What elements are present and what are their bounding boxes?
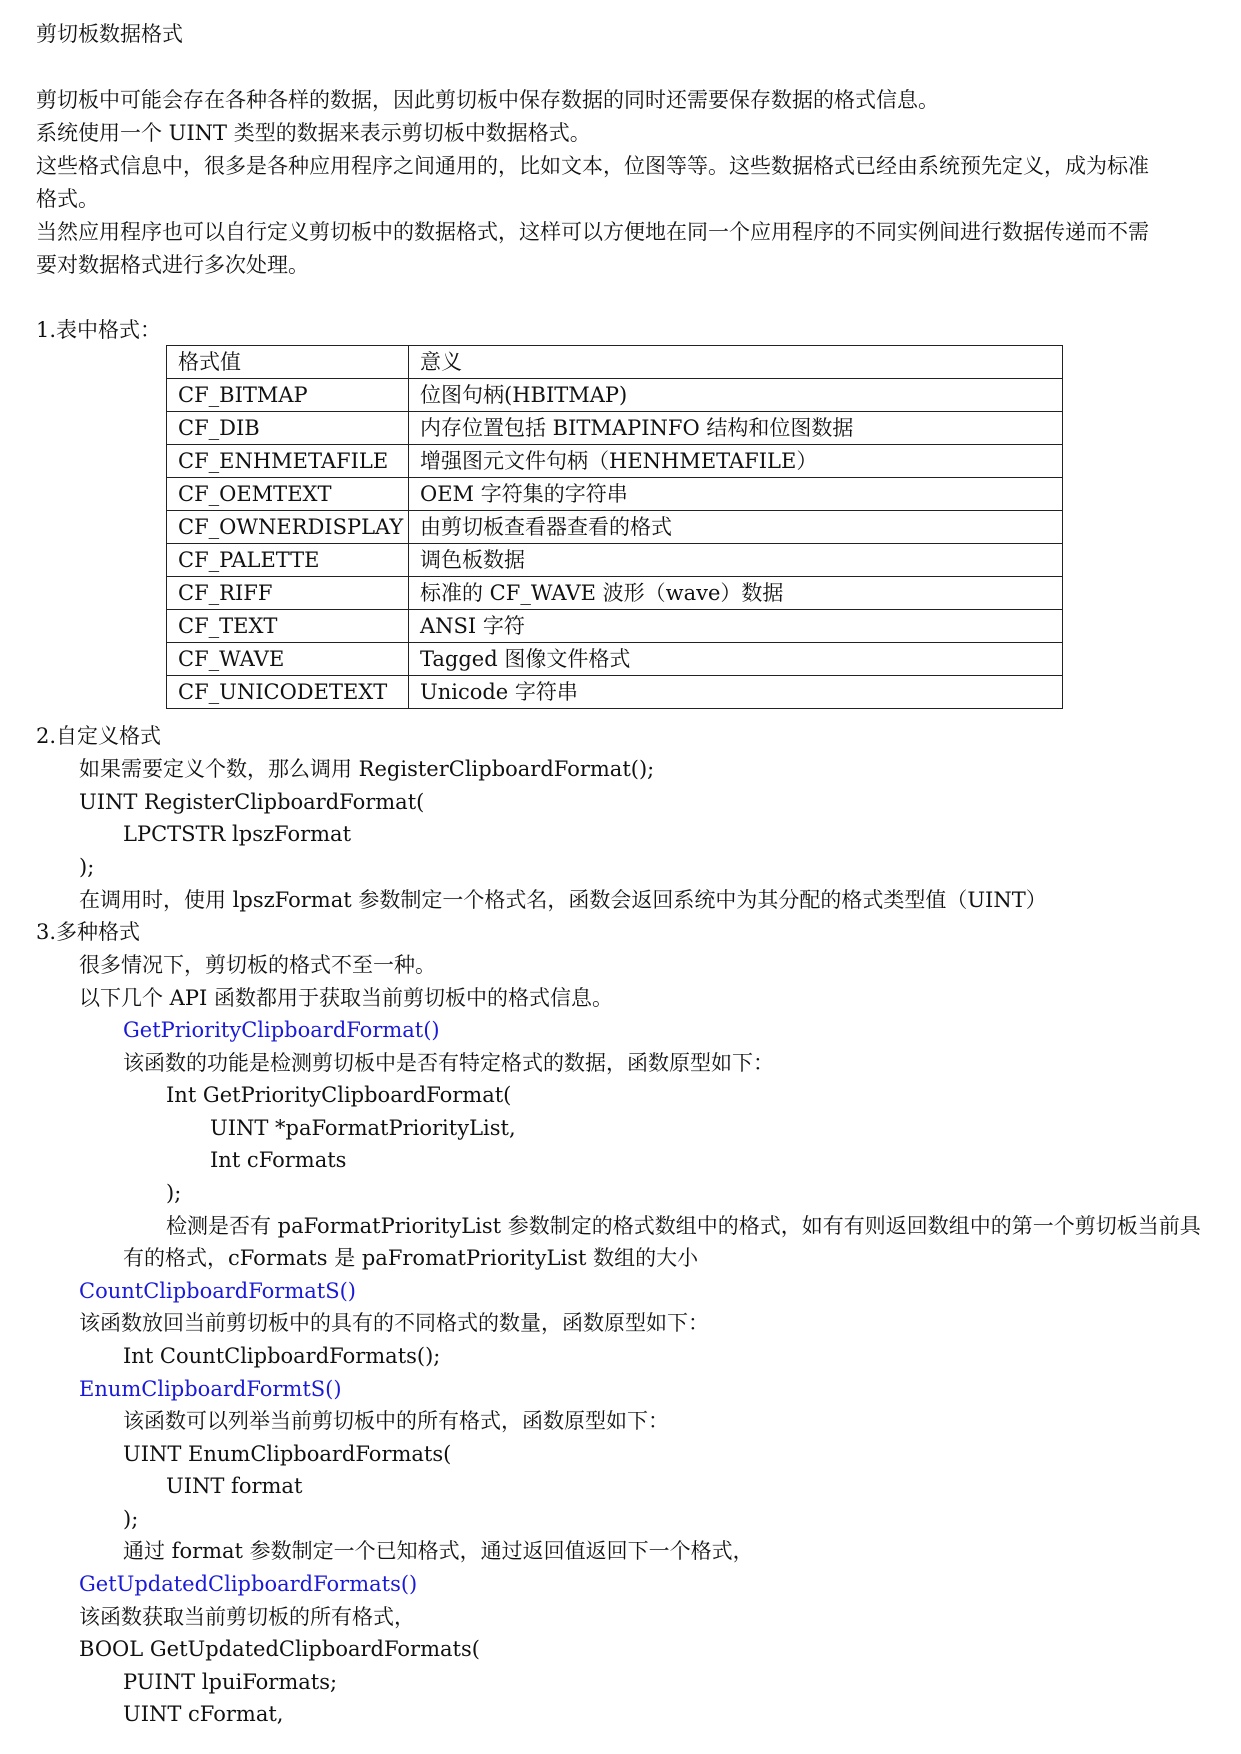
intro-line: 这些格式信息中，很多是各种应用程序之间通用的，比如文本，位图等等。这些数据格式已经由系统预先定义，成为标准: [36, 154, 1149, 178]
table-row: [167, 544, 1063, 577]
body-text: 检测是否有 paFormatPriorityList 参数制定的格式数组中的格式，如有有则返回数组中的第一个剪切板当前具: [166, 1214, 1201, 1238]
section-heading: 3.多种格式: [36, 920, 141, 944]
table-row: [167, 478, 1063, 511]
code-line: LPCTSTR lpszFormat: [123, 822, 352, 846]
code-line: );: [166, 1181, 182, 1205]
format-meaning-cell: ANSI 字符: [409, 610, 1063, 643]
table-header-cell: 格式值: [167, 346, 409, 379]
format-table: [166, 345, 1063, 709]
body-text: 如果需要定义个数，那么调用 RegisterClipboardFormat();: [79, 757, 655, 781]
code-line: PUINT lpuiFormats;: [123, 1670, 338, 1694]
table-row: [167, 412, 1063, 445]
intro-line: 当然应用程序也可以自行定义剪切板中的数据格式，这样可以方便地在同一个应用程序的不同实例间进行数据传递而不需: [36, 220, 1149, 244]
function-name-link[interactable]: EnumClipboardFormtS(): [79, 1377, 342, 1401]
intro-line: 剪切板中可能会存在各种各样的数据，因此剪切板中保存数据的同时还需要保存数据的格式信息。: [36, 88, 939, 112]
code-line: );: [123, 1507, 139, 1531]
code-line: Int GetPriorityClipboardFormat(: [166, 1083, 512, 1107]
format-meaning-cell: 增强图元文件句柄（HENHMETAFILE）: [409, 445, 1063, 478]
intro-line: 格式。: [36, 187, 99, 211]
section-heading: 2.自定义格式: [36, 724, 162, 748]
format-value-cell: CF_PALETTE: [167, 544, 409, 577]
code-line: UINT format: [166, 1474, 303, 1498]
table-row: [167, 577, 1063, 610]
format-value-cell: CF_TEXT: [167, 610, 409, 643]
intro-line: 要对数据格式进行多次处理。: [36, 253, 309, 277]
format-value-cell: CF_DIB: [167, 412, 409, 445]
body-text: 有的格式，cFormats 是 paFromatPriorityList 数组的大小: [123, 1246, 699, 1270]
code-line: UINT cFormat,: [123, 1702, 284, 1726]
code-line: BOOL GetUpdatedClipboardFormats(: [79, 1637, 480, 1661]
intro-line: 系统使用一个 UINT 类型的数据来表示剪切板中数据格式。: [36, 121, 591, 145]
format-meaning-cell: 调色板数据: [409, 544, 1063, 577]
format-meaning-cell: Tagged 图像文件格式: [409, 643, 1063, 676]
body-text: 该函数的功能是检测剪切板中是否有特定格式的数据，函数原型如下：: [123, 1051, 774, 1075]
body-text: 该函数获取当前剪切板的所有格式，: [79, 1605, 415, 1629]
format-value-cell: CF_RIFF: [167, 577, 409, 610]
intro-paragraph: [36, 84, 1208, 282]
table-row: [167, 610, 1063, 643]
body-text: 该函数放回当前剪切板中的具有的不同格式的数量，函数原型如下：: [79, 1311, 709, 1335]
format-meaning-cell: 位图句柄(HBITMAP): [409, 379, 1063, 412]
code-line: Int CountClipboardFormats();: [123, 1344, 441, 1368]
body-text: 以下几个 API 函数都用于获取当前剪切板中的格式信息。: [79, 986, 613, 1010]
format-meaning-cell: 由剪切板查看器查看的格式: [409, 511, 1063, 544]
format-value-cell: CF_BITMAP: [167, 379, 409, 412]
format-value-cell: CF_ENHMETAFILE: [167, 445, 409, 478]
format-meaning-cell: OEM 字符集的字符串: [409, 478, 1063, 511]
body-text: 该函数可以列举当前剪切板中的所有格式，函数原型如下：: [123, 1409, 669, 1433]
function-name-link[interactable]: CountClipboardFormatS(): [79, 1279, 356, 1303]
function-name-link[interactable]: GetPriorityClipboardFormat(): [123, 1018, 440, 1042]
table-row: [167, 676, 1063, 709]
code-line: Int cFormats: [210, 1148, 347, 1172]
section-heading: 1.表中格式：: [36, 318, 162, 342]
table-row: [167, 511, 1063, 544]
body-text: 在调用时，使用 lpszFormat 参数制定一个格式名，函数会返回系统中为其分配的格式类型值（UINT）: [79, 888, 1047, 912]
format-meaning-cell: 内存位置包括 BITMAPINFO 结构和位图数据: [409, 412, 1063, 445]
code-line: UINT EnumClipboardFormats(: [123, 1442, 452, 1466]
table-header-row: [167, 346, 1063, 379]
table-row: [167, 445, 1063, 478]
format-meaning-cell: 标准的 CF_WAVE 波形（wave）数据: [409, 577, 1063, 610]
body-text: 通过 format 参数制定一个已知格式，通过返回值返回下一个格式，: [123, 1539, 754, 1563]
format-value-cell: CF_UNICODETEXT: [167, 676, 409, 709]
format-value-cell: CF_WAVE: [167, 643, 409, 676]
function-name-link[interactable]: GetUpdatedClipboardFormats(): [79, 1572, 418, 1596]
code-line: UINT *paFormatPriorityList,: [210, 1116, 516, 1140]
format-value-cell: CF_OWNERDISPLAY: [167, 511, 409, 544]
code-line: );: [79, 855, 95, 879]
format-value-cell: CF_OEMTEXT: [167, 478, 409, 511]
code-line: UINT RegisterClipboardFormat(: [79, 790, 425, 814]
page-title: 剪切板数据格式: [36, 22, 183, 46]
table-header-cell: 意义: [409, 346, 1063, 379]
table-row: [167, 379, 1063, 412]
format-meaning-cell: Unicode 字符串: [409, 676, 1063, 709]
table-row: [167, 643, 1063, 676]
body-text: 很多情况下，剪切板的格式不至一种。: [79, 953, 436, 977]
